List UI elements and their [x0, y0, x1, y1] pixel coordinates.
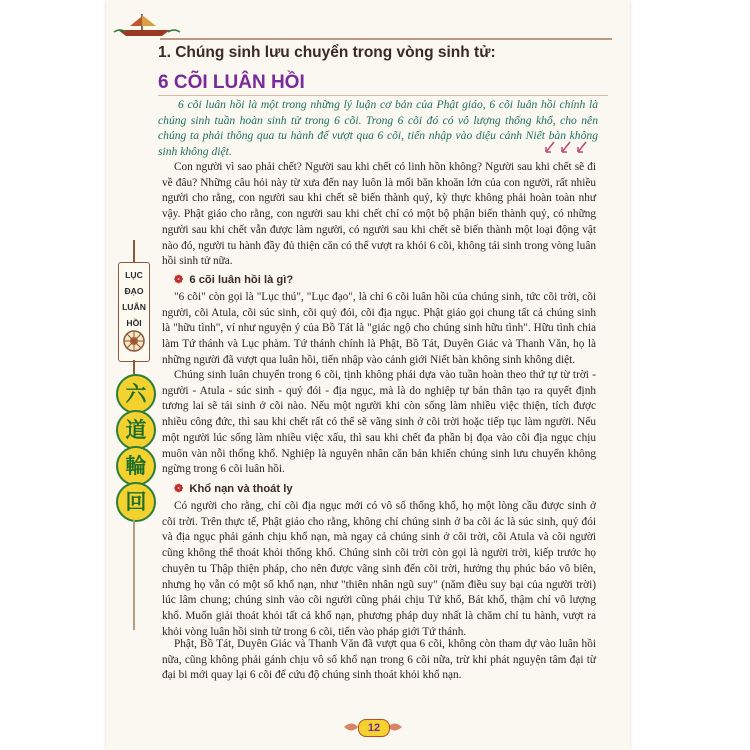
sidebar-word: HỒI [126, 318, 142, 328]
sidebar-word: LUÂN [122, 302, 146, 312]
sidebar-stem [133, 240, 135, 262]
hanzi-badge: 六 [116, 374, 156, 414]
hanzi-badge: 輪 [116, 446, 156, 486]
subheading-label: 6 cõi luân hồi là gì? [189, 274, 294, 286]
chapter-subtitle: 6 CÕI LUÂN HỒI [158, 72, 305, 93]
wheel-emblem-icon [121, 328, 147, 354]
subheading-label: Khổ nạn và thoát ly [189, 483, 293, 495]
body-paragraph-5: Phật, Bồ Tát, Duyên Giác và Thanh Văn đã vượt qua 6 cõi, không còn tham dự vào luân hồi nữa, cũng không phải gánh chịu vô số khổ nạn trong 6 cõi nữa, trừ khi phát nguyện tâm đại từ đại bi mới quay lại 6 cõi để cứu độ chúng sinh thoát khỏi khổ nạn. [162, 638, 596, 682]
body-paragraph-2: "6 cõi" còn gọi là "Lục thú", "Lục đạo", là chỉ 6 cõi luân hồi của chúng sinh, tức cõi trời, cõi người, cõi Atula, cõi súc sinh, cõi quỷ đói, cõi địa ngục. Phật giáo gọi chung tất cả chúng sinh là "hữu tình", ví như nguyện ý của Bồ Tát là "giác ngộ cho chúng sinh hữu tình". Hữu tình chia làm Tứ thánh và Lục phàm. Tứ thánh chính là Phật, Bồ Tát, Duyên Giác và Thanh Văn, họ là những người đã vượt qua luân hồi, tiến nhập vào cảnh giới Niết bàn không sinh không diệt. [162, 291, 596, 366]
subheading-suffering [174, 482, 293, 495]
hanzi-badge: 道 [116, 410, 156, 450]
hanzi-badge: 回 [116, 482, 156, 522]
body-paragraph-1: Con người vì sao phải chết? Người sau khi chết có linh hồn không? Người sau khi chết sẽ đi về đâu? Những câu hỏi này từ xưa đến nay luôn là mối băn khoăn lớn của con người, rất nhiều người cho rằng, con người sau khi chết sẽ biến thành quỷ, kỳ thực không phải hoàn toàn như vậy. Phật giáo cho rằng, con người sau khi chết chỉ có một bộ phận biến thành quỷ, có những người sau khi chết vẫn được làm người, có người sau khi chết sẽ biến thành một loại động vật nào đó, người tu hành đầy đủ thiện căn có thể vượt ra khỏi 6 cõi, không tái sinh trong vòng luân hồi sinh tử nữa. [162, 161, 596, 268]
sidebar-stem [133, 360, 135, 374]
ship-emblem-icon [112, 12, 182, 38]
section-title: 1. Chúng sinh lưu chuyển trong vòng sinh tử: [158, 44, 496, 61]
body-paragraph-3: Chúng sinh luân chuyển trong 6 cõi, tịnh không phải dựa vào tuần hoàn theo thứ tự từ trời - người - Atula - súc sinh - quỷ đói - địa ngục, mà là do nghiệp tự bản thân tạo ra quyết định tương lai sẽ tái sinh ở cõi nào. Nếu một người khi còn sống làm nhiều việc thiện, tích được nhiều công đức, thì sau khi chết rất có thể sẽ vãng sinh ở cõi trời hoặc tiếp tục làm người. Nếu một người lúc sống làm nhiều việc xấu, thì sau khi chết đa phần bị đọa vào cõi địa ngục chịu muôn vàn nỗi thống khổ. Nghiệp là nguyên nhân căn bản khiến chúng sinh lưu chuyển không ngừng trong 6 cõi luân hồi. [162, 369, 596, 476]
subheading-what-is [174, 273, 293, 286]
intro-paragraph: 6 cõi luân hồi là một trong những lý luận cơ bản của Phật giáo, 6 cõi luân hồi chính là chúng sinh tuần hoàn sinh tử trong 6 cõi. Trong 6 cõi đó có vô lượng thống khổ, cho nên chúng ta phải thông qua tu hành để vượt qua 6 cõi, tiến nhập vào diệu cảnh Niết bàn không sinh không diệt. [158, 98, 598, 158]
subtitle-rule [158, 95, 608, 96]
body-paragraph-4: Có người cho rằng, chỉ cõi địa ngục mới có vô số thống khổ, họ một lòng cầu được sinh ở cõi trời. Trên thực tế, Phật giáo cho rằng, không chỉ chúng sinh ở ba cõi ác là súc sinh, quỷ đói và địa ngục phải gánh chịu khổ nạn, mà ngay cả chúng sinh ở cõi trời, cõi Atula và cõi người cũng không thể thoát khỏi thống khổ. Chúng sinh cõi trời còn gọi là người trời, kiếp trước họ chuyên tu Thập thiện pháp, cho nên được vãng sinh đến cõi trời, hưởng thụ phúc báo vô biên, nhưng họ vẫn có một số khổ nạn, như "thiên nhân ngũ suy" (năm điều suy bại của người trời) lúc lâm chung; chúng sinh vào cõi người cũng phải chịu Tứ khổ, Bát khổ, thậm chí vô lượng khổ. Muốn giải thoát khỏi tất cả khổ nạn, phương pháp duy nhất là chăm chỉ tu hành, vượt ra khỏi vòng luân hồi sinh tử trong 6 cõi, tiến vào pháp giới Tứ thánh. [162, 500, 596, 638]
flower-bullet-icon: ❁ [174, 274, 184, 286]
sidebar-stem [133, 520, 135, 630]
header-rule [160, 38, 612, 40]
page-number: 12 [358, 719, 390, 737]
sidebar-word: ĐẠO [124, 286, 144, 296]
sidebar-word: LỤC [125, 270, 143, 280]
flower-bullet-icon: ❁ [174, 483, 184, 495]
decorative-arrows-icon [540, 136, 610, 158]
